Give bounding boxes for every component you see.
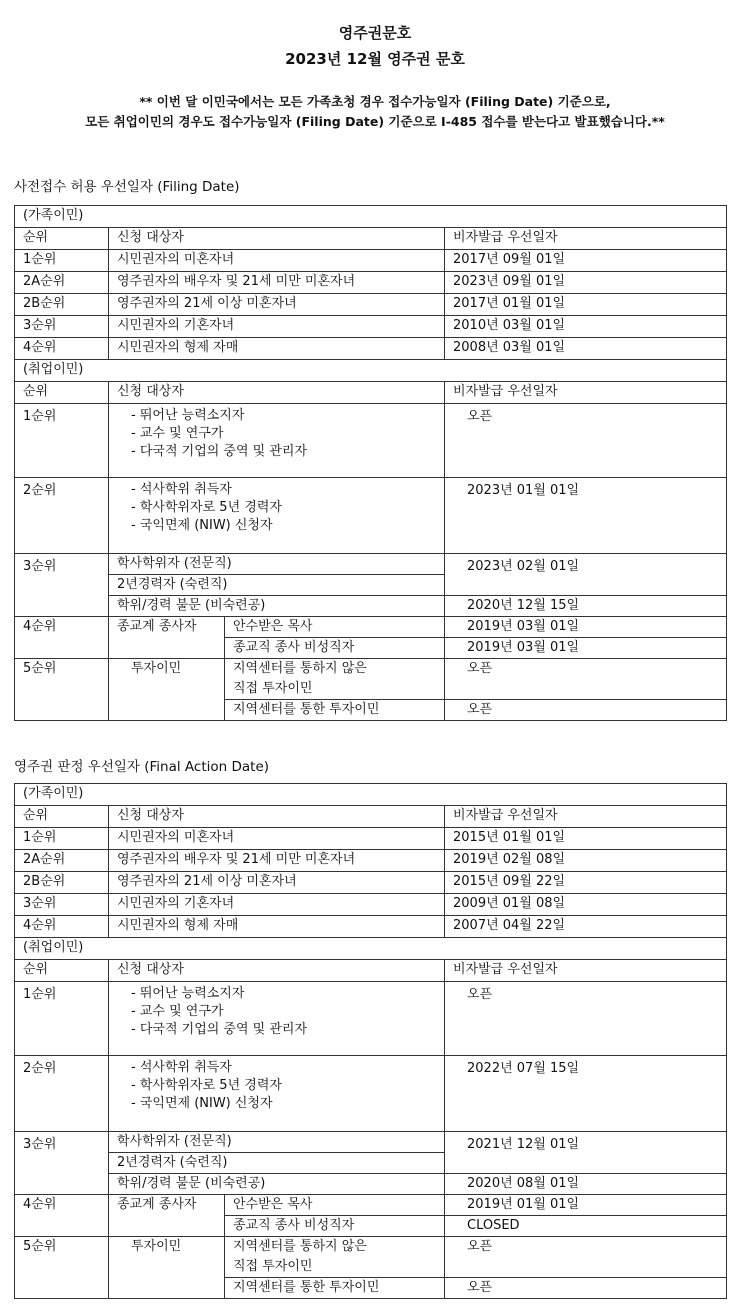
table-row bbox=[15, 894, 727, 916]
rank-cell: 4순위 bbox=[15, 617, 109, 659]
target-cell bbox=[109, 982, 445, 1056]
target-cell: 시민권자의 형제 자매 bbox=[109, 338, 445, 360]
date-cell: 2017년 09월 01일 bbox=[445, 250, 727, 272]
family-section-label: (가족이민) bbox=[15, 206, 727, 228]
target-cell: 안수받은 목사 bbox=[225, 1195, 445, 1216]
table-row bbox=[15, 617, 727, 638]
rank-cell: 2B순위 bbox=[15, 294, 109, 316]
date-cell: 2023년 09월 01일 bbox=[445, 272, 727, 294]
table-row bbox=[15, 1056, 727, 1132]
rank-cell: 5순위 bbox=[15, 659, 109, 721]
rank-cell: 1순위 bbox=[15, 250, 109, 272]
date-cell: 2015년 09월 22일 bbox=[445, 872, 727, 894]
rank-cell: 4순위 bbox=[15, 916, 109, 938]
target-cell: 시민권자의 기혼자녀 bbox=[109, 894, 445, 916]
rank-cell: 2A순위 bbox=[15, 272, 109, 294]
col-header-target: 신청 대상자 bbox=[109, 228, 445, 250]
date-cell: 오픈 bbox=[445, 404, 727, 478]
col-header-target: 신청 대상자 bbox=[109, 382, 445, 404]
target-cell: 영주권자의 21세 이상 미혼자녀 bbox=[109, 872, 445, 894]
notice-line-2: 모든 취업이민의 경우도 접수가능일자 (Filing Date) 기준으로 I-485 접수를 받는다고 발표했습니다.** bbox=[85, 114, 665, 129]
employment-section-label: (취업이민) bbox=[15, 360, 727, 382]
table-row bbox=[15, 659, 727, 700]
rank-cell: 3순위 bbox=[15, 894, 109, 916]
table-row bbox=[15, 272, 727, 294]
date-cell: 2023년 02월 01일 bbox=[445, 554, 727, 596]
date-cell: 2009년 01월 08일 bbox=[445, 894, 727, 916]
rank-cell: 1순위 bbox=[15, 404, 109, 478]
target-cell: 시민권자의 미혼자녀 bbox=[109, 250, 445, 272]
rank-cell: 2순위 bbox=[15, 478, 109, 554]
col-header-rank: 순위 bbox=[15, 382, 109, 404]
list-item: - 국익면제 (NIW) 신청자 bbox=[131, 518, 273, 533]
list-item: - 학사학위자로 5년 경력자 bbox=[131, 1078, 282, 1093]
date-cell: 2017년 01월 01일 bbox=[445, 294, 727, 316]
list-item: - 교수 및 연구가 bbox=[131, 426, 224, 441]
target-cell: 시민권자의 미혼자녀 bbox=[109, 828, 445, 850]
rank-cell: 3순위 bbox=[15, 1132, 109, 1195]
table-row bbox=[15, 316, 727, 338]
col-header-rank: 순위 bbox=[15, 806, 109, 828]
table-row bbox=[15, 404, 727, 478]
group-cell: 투자이민 bbox=[109, 659, 225, 721]
target-cell bbox=[109, 1056, 445, 1132]
target-cell: 지역센터를 통한 투자이민 bbox=[225, 700, 445, 721]
rank-cell: 4순위 bbox=[15, 1195, 109, 1237]
target-cell bbox=[109, 478, 445, 554]
table-row bbox=[15, 1237, 727, 1278]
final-section-title: 영주권 판정 우선일자 (Final Action Date) bbox=[14, 759, 270, 775]
rank-cell: 3순위 bbox=[15, 316, 109, 338]
target-cell bbox=[109, 404, 445, 478]
col-header-date: 비자발급 우선일자 bbox=[445, 960, 727, 982]
target-cell: 지역센터를 통하지 않은 직접 투자이민 bbox=[225, 1237, 445, 1278]
rank-cell: 1순위 bbox=[15, 982, 109, 1056]
date-cell: 2020년 08월 01일 bbox=[445, 1174, 727, 1195]
page-subtitle: 2023년 12월 영주권 문호 bbox=[285, 50, 465, 68]
date-cell: CLOSED bbox=[445, 1216, 727, 1237]
group-cell: 종교계 종사자 bbox=[109, 617, 225, 659]
col-header-target: 신청 대상자 bbox=[109, 960, 445, 982]
target-cell: 종교직 종사 비성직자 bbox=[225, 638, 445, 659]
table-row bbox=[15, 294, 727, 316]
date-cell: 2019년 03월 01일 bbox=[445, 638, 727, 659]
date-cell: 2019년 02월 08일 bbox=[445, 850, 727, 872]
target-cell: 학사학위자 (전문직) bbox=[109, 554, 445, 575]
rank-cell: 2B순위 bbox=[15, 872, 109, 894]
table-row bbox=[15, 982, 727, 1056]
target-cell: 학위/경력 불문 (비숙련공) bbox=[109, 596, 445, 617]
date-cell: 2015년 01월 01일 bbox=[445, 828, 727, 850]
rank-cell: 4순위 bbox=[15, 338, 109, 360]
col-header-date: 비자발급 우선일자 bbox=[445, 228, 727, 250]
employment-section-label: (취업이민) bbox=[15, 938, 727, 960]
target-cell: 지역센터를 통한 투자이민 bbox=[225, 1278, 445, 1299]
target-cell: 시민권자의 형제 자매 bbox=[109, 916, 445, 938]
target-cell: 영주권자의 배우자 및 21세 미만 미혼자녀 bbox=[109, 272, 445, 294]
date-cell: 2021년 12월 01일 bbox=[445, 1132, 727, 1174]
list-item: - 교수 및 연구가 bbox=[131, 1004, 224, 1019]
group-cell: 종교계 종사자 bbox=[109, 1195, 225, 1237]
target-cell: 종교직 종사 비성직자 bbox=[225, 1216, 445, 1237]
table-row bbox=[15, 554, 727, 575]
table-row bbox=[15, 872, 727, 894]
target-cell: 2년경력자 (숙련직) bbox=[109, 575, 445, 596]
date-cell: 2023년 01월 01일 bbox=[445, 478, 727, 554]
list-item: - 뛰어난 능력소지자 bbox=[131, 986, 245, 1001]
target-cell: 지역센터를 통하지 않은 직접 투자이민 bbox=[225, 659, 445, 700]
rank-cell: 5순위 bbox=[15, 1237, 109, 1299]
date-cell: 오픈 bbox=[445, 700, 727, 721]
table-row bbox=[15, 596, 727, 617]
table-row bbox=[15, 1174, 727, 1195]
target-cell: 영주권자의 배우자 및 21세 미만 미혼자녀 bbox=[109, 850, 445, 872]
col-header-rank: 순위 bbox=[15, 960, 109, 982]
date-cell: 오픈 bbox=[445, 1278, 727, 1299]
table-row bbox=[15, 828, 727, 850]
table-row bbox=[15, 478, 727, 554]
date-cell: 2007년 04월 22일 bbox=[445, 916, 727, 938]
date-cell: 오픈 bbox=[445, 1237, 727, 1278]
filing-section-title: 사전접수 허용 우선일자 (Filing Date) bbox=[14, 179, 240, 195]
date-cell: 2020년 12월 15일 bbox=[445, 596, 727, 617]
table-row bbox=[15, 850, 727, 872]
date-cell: 오픈 bbox=[445, 982, 727, 1056]
target-cell: 학위/경력 불문 (비숙련공) bbox=[109, 1174, 445, 1195]
col-header-date: 비자발급 우선일자 bbox=[445, 806, 727, 828]
list-item: - 뛰어난 능력소지자 bbox=[131, 408, 245, 423]
date-cell: 2019년 01월 01일 bbox=[445, 1195, 727, 1216]
rank-cell: 2순위 bbox=[15, 1056, 109, 1132]
group-cell: 투자이민 bbox=[109, 1237, 225, 1299]
list-item: - 다국적 기업의 중역 및 관리자 bbox=[131, 444, 308, 459]
target-cell: 안수받은 목사 bbox=[225, 617, 445, 638]
target-cell: 학사학위자 (전문직) bbox=[109, 1132, 445, 1153]
table-row bbox=[15, 916, 727, 938]
date-cell: 2022년 07월 15일 bbox=[445, 1056, 727, 1132]
list-item: - 다국적 기업의 중역 및 관리자 bbox=[131, 1022, 308, 1037]
date-cell: 오픈 bbox=[445, 659, 727, 700]
target-cell: 영주권자의 21세 이상 미혼자녀 bbox=[109, 294, 445, 316]
table-row bbox=[15, 1132, 727, 1153]
list-item: - 석사학위 취득자 bbox=[131, 482, 232, 497]
date-cell: 2019년 03월 01일 bbox=[445, 617, 727, 638]
page-title: 영주권문호 bbox=[338, 24, 412, 42]
list-item: - 학사학위자로 5년 경력자 bbox=[131, 500, 282, 515]
table-row bbox=[15, 1195, 727, 1216]
rank-cell: 2A순위 bbox=[15, 850, 109, 872]
target-cell: 시민권자의 기혼자녀 bbox=[109, 316, 445, 338]
col-header-target: 신청 대상자 bbox=[109, 806, 445, 828]
table-row bbox=[15, 250, 727, 272]
table-row bbox=[15, 338, 727, 360]
date-cell: 2010년 03월 01일 bbox=[445, 316, 727, 338]
family-section-label: (가족이민) bbox=[15, 784, 727, 806]
target-cell: 2년경력자 (숙련직) bbox=[109, 1153, 445, 1174]
rank-cell: 1순위 bbox=[15, 828, 109, 850]
date-cell: 2008년 03월 01일 bbox=[445, 338, 727, 360]
notice-line-1: ** 이번 달 이민국에서는 모든 가족초청 경우 접수가능일자 (Filing Date) 기준으로, bbox=[139, 94, 611, 109]
col-header-rank: 순위 bbox=[15, 228, 109, 250]
list-item: - 국익면제 (NIW) 신청자 bbox=[131, 1096, 273, 1111]
list-item: - 석사학위 취득자 bbox=[131, 1060, 232, 1075]
col-header-date: 비자발급 우선일자 bbox=[445, 382, 727, 404]
rank-cell: 3순위 bbox=[15, 554, 109, 617]
